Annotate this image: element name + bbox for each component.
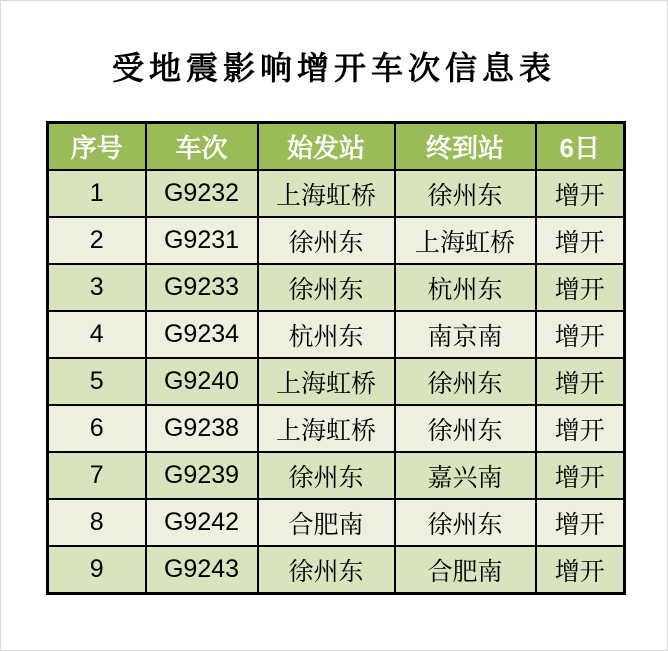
cell-day6-status: 增开 [536, 264, 625, 311]
header-cell-day6-status: 6日 [536, 123, 625, 171]
header-cell-index: 序号 [48, 123, 146, 171]
table-row [48, 311, 625, 358]
cell-origin-station: 杭州东 [258, 311, 395, 358]
cell-origin-station: 上海虹桥 [258, 358, 395, 405]
cell-train-no: G9233 [146, 264, 258, 311]
cell-train-no: G9239 [146, 452, 258, 499]
cell-terminal-station: 徐州东 [395, 499, 536, 546]
header-cell-origin-station: 始发站 [258, 123, 395, 171]
table-row [48, 452, 625, 499]
cell-terminal-station: 嘉兴南 [395, 452, 536, 499]
cell-index: 9 [48, 546, 146, 594]
cell-day6-status: 增开 [536, 358, 625, 405]
cell-train-no: G9240 [146, 358, 258, 405]
cell-index: 5 [48, 358, 146, 405]
header-cell-train-no: 车次 [146, 123, 258, 171]
cell-index: 2 [48, 217, 146, 264]
table-row [48, 170, 625, 217]
cell-day6-status: 增开 [536, 311, 625, 358]
cell-origin-station: 徐州东 [258, 217, 395, 264]
cell-day6-status: 增开 [536, 452, 625, 499]
table-row [48, 264, 625, 311]
table-row [48, 405, 625, 452]
cell-index: 6 [48, 405, 146, 452]
cell-index: 7 [48, 452, 146, 499]
table-row [48, 217, 625, 264]
cell-terminal-station: 合肥南 [395, 546, 536, 594]
cell-terminal-station: 南京南 [395, 311, 536, 358]
cell-index: 3 [48, 264, 146, 311]
cell-index: 8 [48, 499, 146, 546]
cell-origin-station: 徐州东 [258, 452, 395, 499]
cell-origin-station: 上海虹桥 [258, 405, 395, 452]
cell-origin-station: 合肥南 [258, 499, 395, 546]
cell-train-no: G9232 [146, 170, 258, 217]
table-row [48, 546, 625, 594]
cell-terminal-station: 徐州东 [395, 170, 536, 217]
cell-index: 1 [48, 170, 146, 217]
cell-day6-status: 增开 [536, 499, 625, 546]
table-header-row [48, 123, 625, 171]
table-row [48, 499, 625, 546]
header-cell-terminal-station: 终到站 [395, 123, 536, 171]
cell-day6-status: 增开 [536, 405, 625, 452]
cell-train-no: G9234 [146, 311, 258, 358]
cell-day6-status: 增开 [536, 170, 625, 217]
cell-day6-status: 增开 [536, 546, 625, 594]
cell-train-no: G9243 [146, 546, 258, 594]
cell-origin-station: 徐州东 [258, 546, 395, 594]
cell-terminal-station: 徐州东 [395, 405, 536, 452]
cell-day6-status: 增开 [536, 217, 625, 264]
cell-index: 4 [48, 311, 146, 358]
cell-origin-station: 上海虹桥 [258, 170, 395, 217]
cell-terminal-station: 上海虹桥 [395, 217, 536, 264]
cell-train-no: G9231 [146, 217, 258, 264]
cell-train-no: G9238 [146, 405, 258, 452]
train-schedule-table [46, 121, 626, 595]
cell-terminal-station: 徐州东 [395, 358, 536, 405]
table-row [48, 358, 625, 405]
cell-terminal-station: 杭州东 [395, 264, 536, 311]
page-title: 受地震影响增开车次信息表 [111, 50, 556, 86]
cell-train-no: G9242 [146, 499, 258, 546]
cell-origin-station: 徐州东 [258, 264, 395, 311]
